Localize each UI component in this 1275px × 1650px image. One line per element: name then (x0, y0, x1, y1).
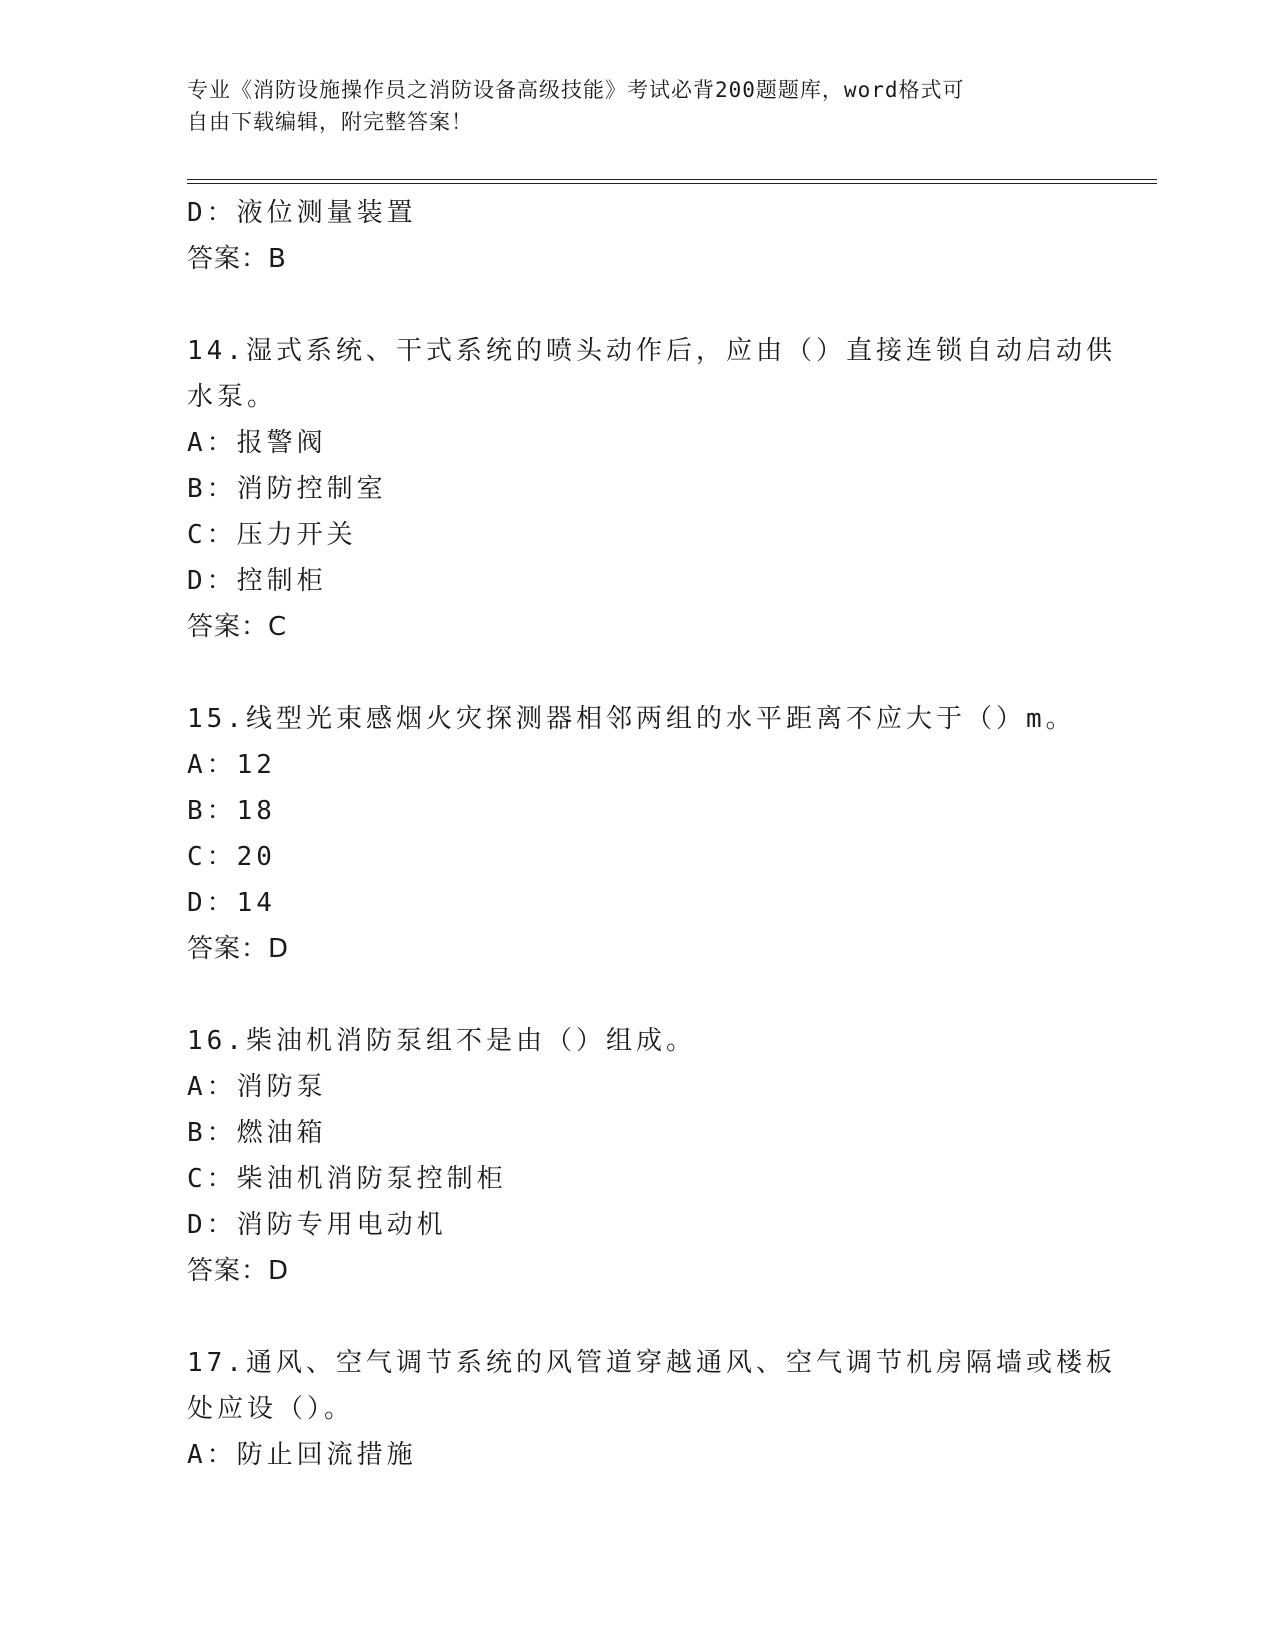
question-17 (187, 1340, 1116, 1478)
option-b: B：18 (187, 796, 276, 826)
question-list (187, 190, 1116, 1478)
header-line-1: 专业《消防设施操作员之消防设备高级技能》考试必背200题题库，word格式可 (187, 78, 965, 102)
option-c: C：柴油机消防泵控制柜 (187, 1164, 507, 1194)
question-stem-line: 处应设（）。 (187, 1394, 355, 1424)
document-header (187, 74, 1067, 138)
header-line-2: 自由下载编辑，附完整答案！ (187, 110, 473, 134)
option-b: B：消防控制室 (187, 474, 387, 504)
header-divider-top (187, 179, 1157, 180)
spacer (187, 650, 1087, 696)
question-16 (187, 1018, 1087, 1294)
spacer (187, 972, 1087, 1018)
header-divider-bottom (187, 183, 1157, 184)
option-c: C：20 (187, 842, 276, 872)
option-d: D：14 (187, 888, 276, 918)
question-13-partial (187, 190, 1087, 282)
answer-line: 答案：D (187, 934, 290, 964)
option-d: D：控制柜 (187, 566, 327, 596)
option-a: A：12 (187, 750, 276, 780)
option-a: A：消防泵 (187, 1072, 327, 1102)
question-15 (187, 696, 1087, 972)
question-stem-line: 14.湿式系统、干式系统的喷头动作后，应由（）直接连锁自动启动供 (187, 336, 1116, 366)
spacer (187, 1294, 1087, 1340)
answer-line: 答案：D (187, 1256, 290, 1286)
option-a: A：防止回流措施 (187, 1440, 417, 1470)
question-stem-line: 16.柴油机消防泵组不是由（）组成。 (187, 1026, 696, 1056)
option-d: D：消防专用电动机 (187, 1210, 447, 1240)
option-c: C：压力开关 (187, 520, 357, 550)
option-b: B：燃油箱 (187, 1118, 327, 1148)
option-d: D：液位测量装置 (187, 198, 417, 228)
option-a: A：报警阀 (187, 428, 327, 458)
question-stem-line: 17.通风、空气调节系统的风管道穿越通风、空气调节机房隔墙或楼板 (187, 1348, 1116, 1378)
answer-line: 答案：C (187, 612, 288, 642)
question-stem-line: 水泵。 (187, 382, 278, 412)
spacer (187, 282, 1087, 328)
question-stem-line: 15.线型光束感烟火灾探测器相邻两组的水平距离不应大于（）m。 (187, 704, 1076, 734)
question-14 (187, 328, 1116, 650)
answer-line: 答案：B (187, 244, 287, 274)
